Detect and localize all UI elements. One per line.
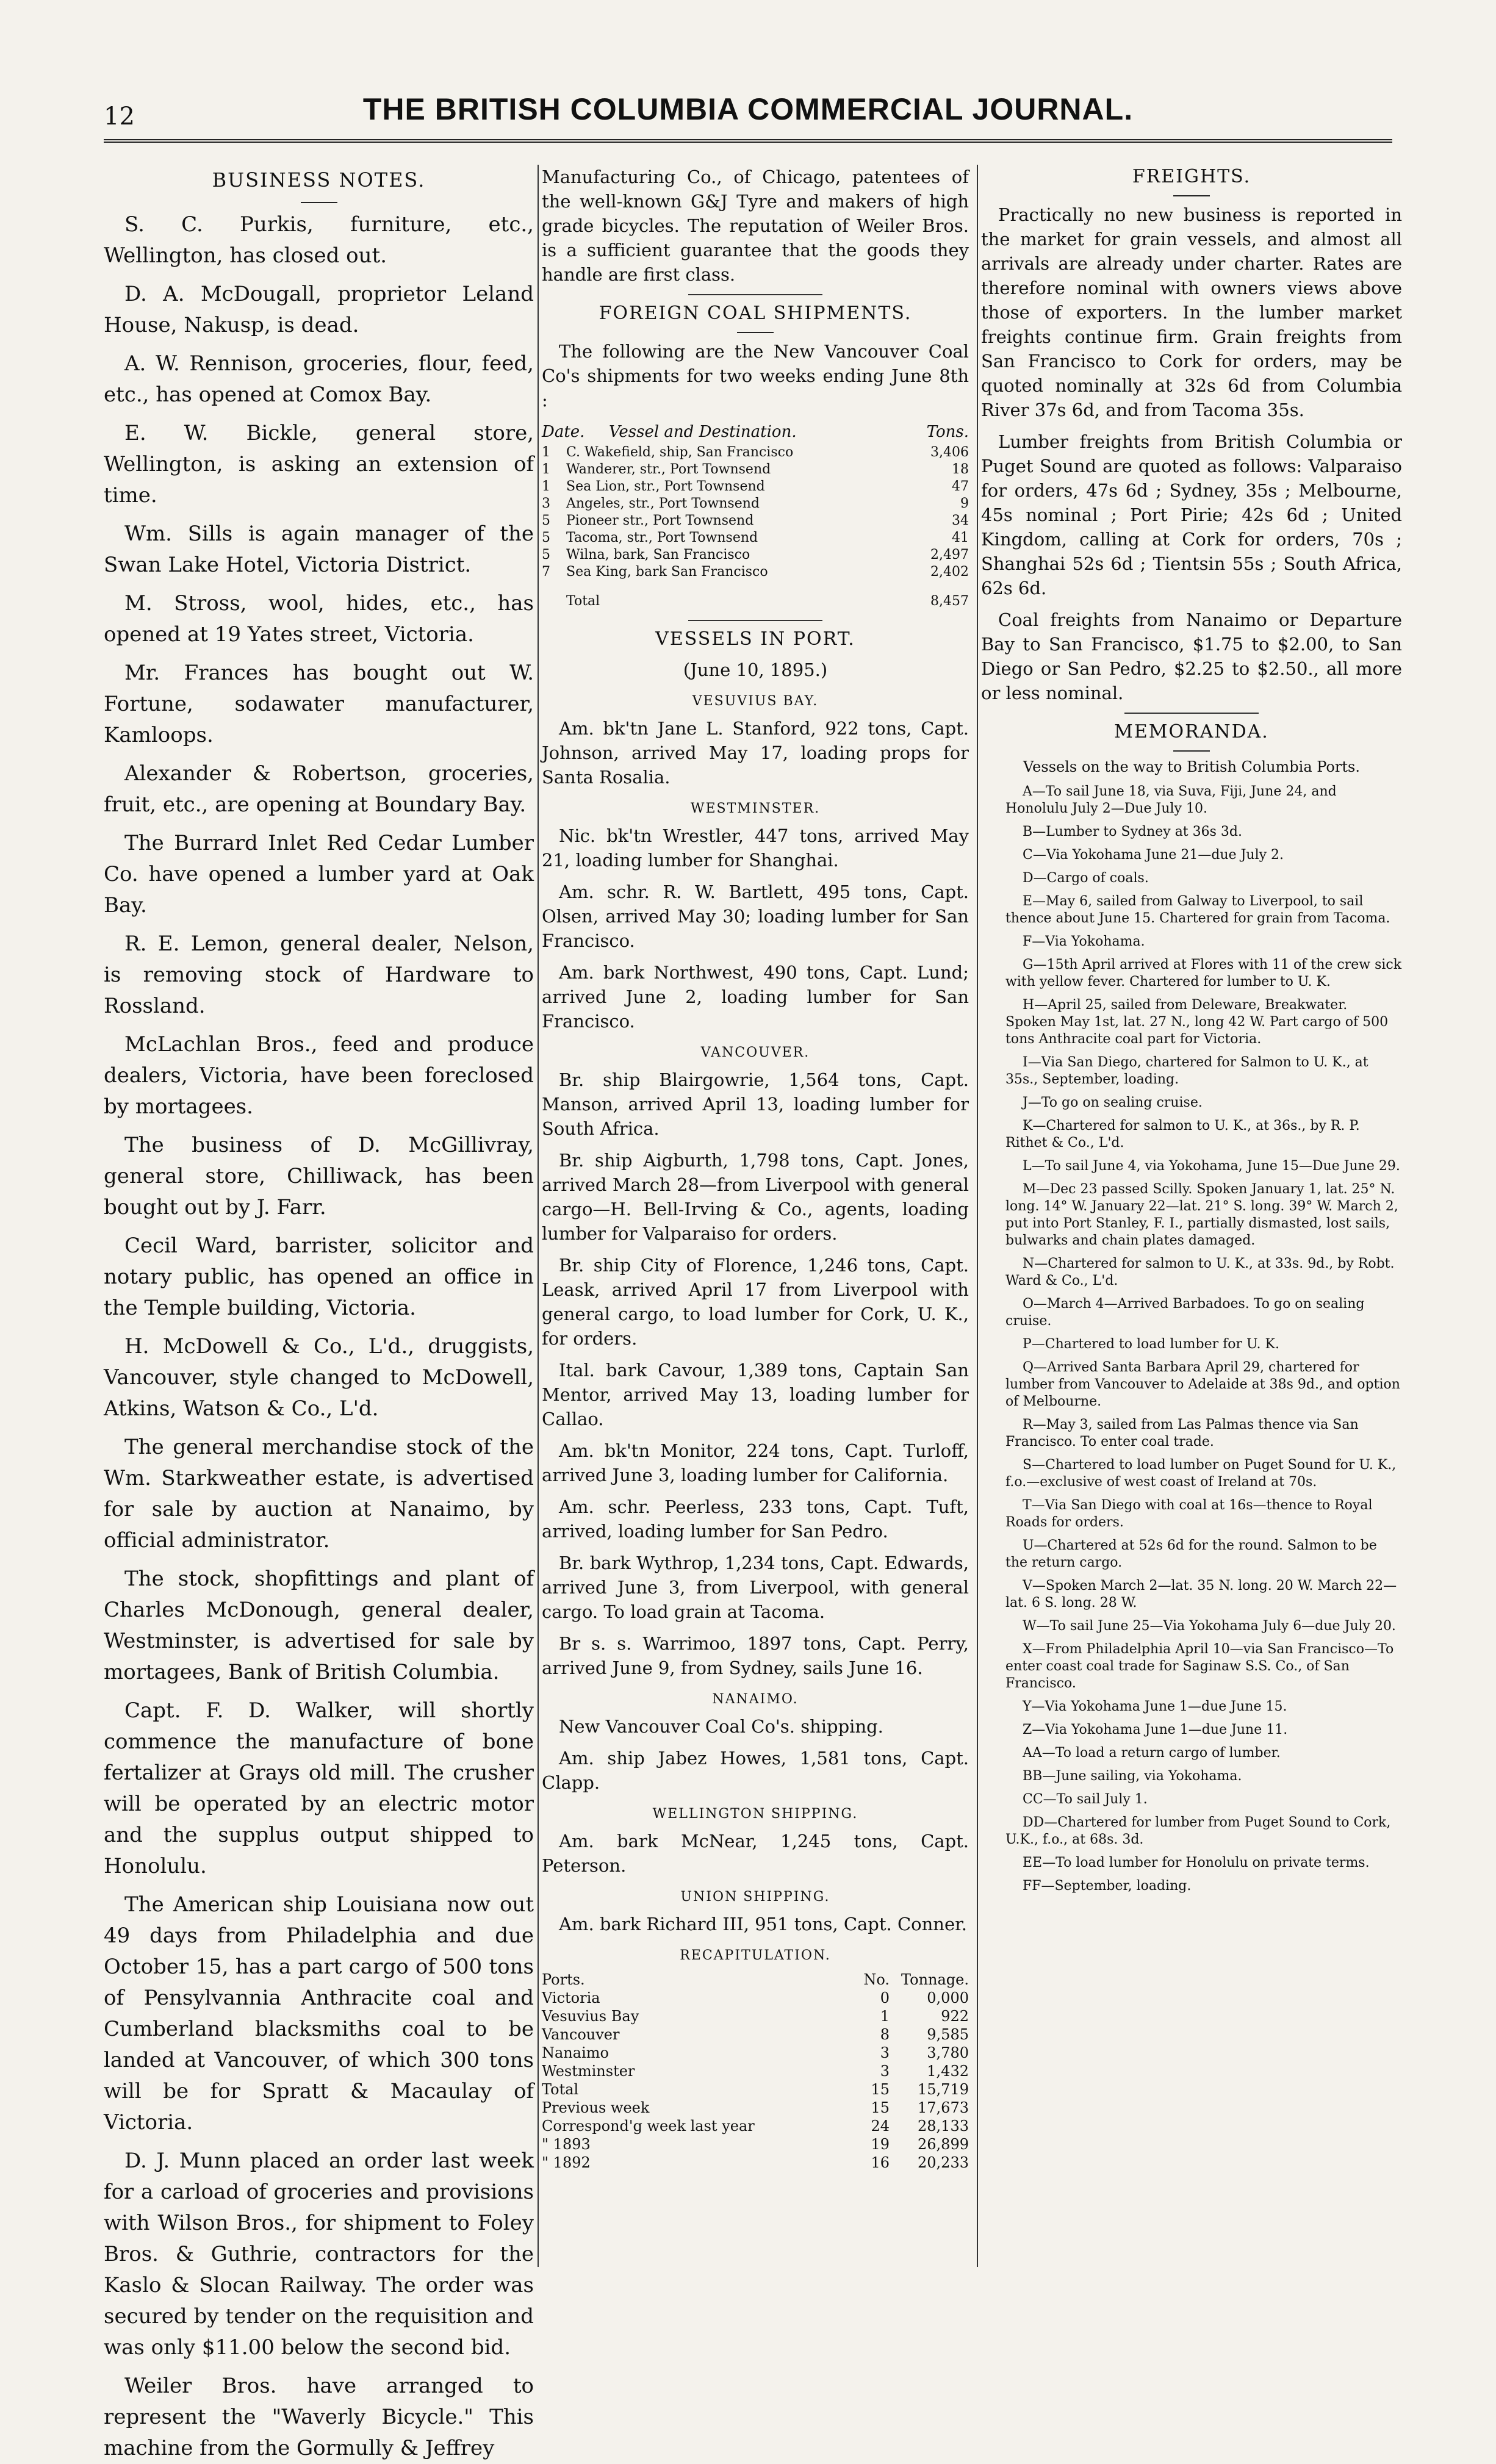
freight-paragraph: Lumber freights from British Columbia or Puget Sound are quoted as follows: Valparaiso for orders, 47s 6d ; Sydney, 35s ; Melbourne, 45s nominal ; Port Pirie; 42s 6d ; United Kingdom, calling at Cork for orders, 70s ; Shanghai 52s 6d ; Tientsin 55s ; South Africa, 62s 6d. — [981, 431, 1402, 598]
port-heading: NANAIMO. — [712, 1692, 799, 1707]
business-note: E. W. Bickle, general store, Wellington, is asking an extension of time. — [104, 421, 534, 508]
vessel-entry: Nic. bk'tn Wrestler, 447 tons, arrived May 21, loading lumber for Shanghai. — [542, 825, 969, 871]
memo-item: E—May 6, sailed from Galway to Liverpool, to sail thence about June 15. Chartered for grain from Tacoma. — [1005, 894, 1390, 926]
recap-heading: RECAPITULATION. — [680, 1948, 831, 1963]
recap-no: 15 — [871, 2099, 890, 2116]
coal-row — [542, 444, 969, 461]
freight-paragraph: Practically no new business is reported in the market for grain vessels, and almost all arrivals are already under charter. Rates are therefore nominal with owners views above those of exporters. In the lumber market freights continue firm. Grain freights from San Francisco to Cork for orders, may be quoted nominally at 32s 6d from Columbia River 37s 6d, and from Tacoma 35s. — [981, 204, 1402, 420]
recap-tonnage: 1,432 — [927, 2063, 969, 2080]
memo-item: Y—Via Yokohama June 1—due June 15. — [1023, 1699, 1287, 1714]
column-divider — [977, 165, 978, 2267]
recap-row — [542, 2153, 969, 2172]
divider — [737, 332, 774, 333]
coal-vessel: Pioneer str., Port Townsend — [566, 513, 754, 528]
divider — [1173, 750, 1210, 752]
coal-date: 3 — [542, 496, 550, 511]
business-note: McLachlan Bros., feed and produce dealers, Victoria, have been foreclosed by mortagees. — [104, 1032, 534, 1119]
business-note: H. McDowell & Co., L'd., druggists, Vancouver, style changed to McDowell, Atkins, Watson & Co., L'd. — [104, 1334, 534, 1421]
recap-col-port: Ports. — [542, 1971, 585, 1988]
recap-col-tonnage: Tonnage. — [901, 1971, 969, 1988]
vessel-entry: Am. bk'tn Monitor, 224 tons, Capt. Turloff, arrived June 3, loading lumber for California. — [542, 1440, 969, 1485]
page-header — [104, 92, 1392, 134]
recap-port: Victoria — [542, 1989, 600, 2006]
divider — [1124, 713, 1259, 714]
business-note: The general merchandise stock of the Wm. Starkweather estate, is advertised for sale by auction at Nanaimo, by official administrator. — [104, 1435, 534, 1553]
recap-no: 8 — [880, 2026, 890, 2043]
recap-tonnage: 922 — [941, 2008, 969, 2025]
memo-item: G—15th April arrived at Flores with 11 of the crew sick with yellow fever. Chartered for lumber to U. K. — [1005, 957, 1402, 990]
memo-item: L—To sail June 4, via Yokohama, June 15—Due June 29. — [1023, 1158, 1400, 1174]
coal-tons: 47 — [952, 479, 969, 494]
freights-heading: FREIGHTS. — [1132, 166, 1251, 187]
vessel-entry: Am. schr. Peerless, 233 tons, Capt. Tuft, arrived, loading lumber for San Pedro. — [542, 1496, 969, 1542]
business-note: Alexander & Robertson, groceries, fruit, etc., are opening at Boundary Bay. — [104, 761, 534, 817]
coal-vessel: Wanderer, str., Port Townsend — [566, 462, 771, 477]
coal-row — [542, 530, 969, 547]
recap-tonnage: 15,719 — [918, 2081, 969, 2098]
recap-tonnage: 0,000 — [927, 1989, 969, 2006]
vessel-groups — [542, 689, 969, 1936]
recap-tonnage: 20,233 — [918, 2154, 969, 2171]
memo-item: C—Via Yokohama June 21—due July 2. — [1023, 847, 1284, 863]
freights-text — [981, 203, 1402, 705]
business-note: D. A. McDougall, proprietor Leland House, Nakusp, is dead. — [104, 282, 534, 337]
recap-row — [542, 2080, 969, 2099]
coal-vessel: C. Wakefield, ship, San Francisco — [566, 445, 794, 460]
recap-port: " 1893 — [542, 2136, 591, 2153]
coal-date: 5 — [542, 530, 550, 545]
col-tons: Tons. — [926, 423, 969, 441]
business-notes-list — [104, 209, 534, 2464]
recap-port: Total — [542, 2081, 579, 2098]
memo-item: B—Lumber to Sydney at 36s 3d. — [1023, 824, 1242, 839]
memo-item: S—Chartered to load lumber on Puget Sound for U. K., f.o.—exclusive of west coast of Ireland at 70s. — [1005, 1457, 1397, 1490]
memo-item: EE—To load lumber for Honolulu on private terms. — [1023, 1855, 1370, 1870]
memo-item: R—May 3, sailed from Las Palmas thence via San Francisco. To enter coal trade. — [1005, 1417, 1359, 1449]
memo-item: BB—June sailing, via Yokohama. — [1023, 1769, 1242, 1784]
coal-tons: 3,406 — [930, 445, 969, 460]
vessel-entry: Br. ship City of Florence, 1,246 tons, Capt. Leask, arrived April 17 from Liverpool with general cargo, to load lumber for Cork, U. K., for orders. — [542, 1255, 969, 1349]
vessel-entry: Am. bark McNear, 1,245 tons, Capt. Peterson. — [542, 1831, 969, 1876]
recap-no: 1 — [880, 2008, 890, 2025]
recap-no: 3 — [880, 2044, 890, 2061]
coal-total — [542, 589, 969, 614]
memo-item: Z—Via Yokohama June 1—due June 11. — [1023, 1722, 1288, 1737]
vessels-date: (June 10, 1895.) — [683, 659, 828, 680]
memo-item: D—Cargo of coals. — [1023, 871, 1149, 886]
business-note: Mr. Frances has bought out W. Fortune, sodawater manufacturer, Kamloops. — [104, 661, 534, 747]
recap-tonnage: 17,673 — [918, 2099, 969, 2116]
divider — [688, 294, 822, 295]
coal-vessel: Wilna, bark, San Francisco — [566, 547, 750, 562]
header-rule — [104, 139, 1392, 143]
business-note: M. Stross, wool, hides, etc., has opened at 19 Yates street, Victoria. — [104, 591, 534, 647]
memo-item: H—April 25, sailed from Deleware, Breakwater. Spoken May 1st, lat. 27 N., long 42 W. Part cargo of 500 tons Anthracite coal part for Victoria. — [1005, 997, 1389, 1047]
memo-item: J—To go on sealing cruise. — [1023, 1095, 1203, 1110]
coal-table-body — [542, 444, 969, 581]
recap-tonnage: 3,780 — [927, 2044, 969, 2061]
memoranda-heading: MEMORANDA. — [1114, 721, 1269, 742]
coal-tons: 41 — [952, 530, 969, 545]
business-note: The business of D. McGillivray, general store, Chilliwack, has been bought out by J. Farr. — [104, 1133, 534, 1219]
memo-item: AA—To load a return cargo of lumber. — [1023, 1745, 1281, 1761]
coal-vessel: Sea King, bark San Francisco — [566, 564, 768, 580]
recap-tonnage: 26,899 — [918, 2136, 969, 2153]
coal-table-header — [542, 420, 969, 444]
business-note: R. E. Lemon, general dealer, Nelson, is removing stock of Hardware to Rossland. — [104, 932, 534, 1018]
vessels-heading: VESSELS IN PORT. — [655, 628, 855, 650]
memoranda-list — [981, 783, 1402, 1895]
vessel-entry: Am. bark Northwest, 490 tons, Capt. Lund; arrived June 2, loading lumber for San Francisco. — [542, 962, 969, 1032]
business-notes-column — [104, 165, 534, 2460]
total-label: Total — [566, 594, 600, 609]
business-note: D. J. Munn placed an order last week for a carload of groceries and provisions with Wilson Bros., for shipment to Foley Bros. & Guthrie, contractors for the Kaslo & Slocan Railway. The order was secured by tender on the requisition and was only $11.00 below the second bid. — [104, 2149, 534, 2360]
vessel-entry: Am. bk'tn Jane L. Stanford, 922 tons, Capt. Johnson, arrived May 17, loading props for Santa Rosalia. — [542, 718, 969, 788]
vessel-entry: Ital. bark Cavour, 1,389 tons, Captain San Mentor, arrived May 13, loading lumber for Callao. — [542, 1360, 969, 1429]
recap-tonnage: 28,133 — [918, 2117, 969, 2135]
port-heading: WELLINGTON SHIPPING. — [652, 1806, 858, 1822]
recap-port: Vancouver — [542, 2026, 620, 2043]
business-notes-heading: BUSINESS NOTES. — [212, 168, 426, 192]
recap-row — [542, 2117, 969, 2135]
coal-tons: 2,402 — [930, 564, 969, 580]
recap-row — [542, 2044, 969, 2062]
freight-paragraph: Coal freights from Nanaimo or Departure Bay to San Francisco, $1.75 to $2.00, to San Diego or San Pedro, $2.25 to $2.50., all more or less nominal. — [981, 609, 1402, 703]
coal-tons: 18 — [952, 462, 969, 477]
memo-item: DD—Chartered for lumber from Puget Sound to Cork, U.K., f.o., at 68s. 3d. — [1005, 1815, 1391, 1847]
vessel-entry: Br s. s. Warrimoo, 1897 tons, Capt. Perry, arrived June 9, from Sydney, sails June 16. — [542, 1633, 969, 1678]
business-note: The Burrard Inlet Red Cedar Lumber Co. have opened a lumber yard at Oak Bay. — [104, 831, 534, 918]
column-divider — [538, 165, 539, 2267]
recap-table — [542, 1970, 969, 2172]
vessel-entry: Br. ship Aigburth, 1,798 tons, Capt. Jones, arrived March 28—from Liverpool with general cargo—H. Bell-Irving & Co., agents, loading lumber for Valparaiso for orders. — [542, 1150, 969, 1244]
coal-date: 1 — [542, 479, 550, 494]
coal-row — [542, 495, 969, 512]
divider — [301, 202, 337, 203]
recap-no: 24 — [871, 2117, 890, 2135]
business-note: S. C. Purkis, furniture, etc., Wellington, has closed out. — [104, 212, 534, 268]
freights-column — [981, 165, 1402, 2267]
coal-tons: 34 — [952, 513, 969, 528]
recap-no: 0 — [880, 1989, 890, 2006]
vessel-entry: Br. bark Wythrop, 1,234 tons, Capt. Edwards, arrived June 3, from Liverpool, with general cargo. To load grain at Tacoma. — [542, 1553, 969, 1622]
business-note: Capt. F. D. Walker, will shortly commence the manufacture of bone fertalizer at Grays old mill. The crusher will be operated by an electric motor and the supplus output shipped to Honolulu. — [104, 1698, 534, 1878]
coal-shipments-heading: FOREIGN COAL SHIPMENTS. — [599, 303, 912, 324]
port-heading: VESUVIUS BAY. — [692, 694, 819, 709]
port-heading: VANCOUVER. — [700, 1045, 810, 1060]
memo-item: I—Via San Diego, chartered for Salmon to U. K., at 35s., September, loading. — [1005, 1055, 1368, 1087]
memo-item: F—Via Yokohama. — [1023, 934, 1145, 949]
col-vessel: Vessel and Destination. — [609, 423, 797, 441]
continued-paragraph: Manufacturing Co., of Chicago, patentees of the well-known G&J Tyre and makers of high grade bicycles. The reputation of Weiler Bros. is a sufficient guarantee that the goods they handle are first class. — [542, 167, 969, 285]
coal-tons: 2,497 — [930, 547, 969, 562]
recap-no: 19 — [871, 2136, 890, 2153]
business-note: Weiler Bros. have arranged to represent the "Waverly Bicycle." This machine from the Gormully & Jeffrey — [104, 2374, 534, 2460]
memo-item: O—March 4—Arrived Barbadoes. To go on sealing cruise. — [1005, 1296, 1365, 1329]
coal-date: 5 — [542, 513, 550, 528]
page-number: 12 — [104, 102, 135, 131]
shipping-column — [542, 165, 969, 2267]
business-note: Cecil Ward, barrister, solicitor and notary public, has opened an office in the Temple building, Victoria. — [104, 1234, 534, 1320]
divider — [688, 620, 822, 621]
memo-item: Q—Arrived Santa Barbara April 29, chartered for lumber from Vancouver to Adelaide at 38s 9d., and option of Melbourne. — [1005, 1360, 1400, 1409]
vessel-entry: Am. ship Jabez Howes, 1,581 tons, Capt. Clapp. — [542, 1748, 969, 1793]
coal-tons: 9 — [960, 496, 969, 511]
port-heading: UNION SHIPPING. — [680, 1889, 830, 1905]
vessel-entry: Am. schr. R. W. Bartlett, 495 tons, Capt. Olsen, arrived May 30; loading lumber for San Francisco. — [542, 882, 969, 951]
recap-col-no: No. — [863, 1971, 890, 1988]
business-note: Wm. Sills is again manager of the Swan Lake Hotel, Victoria District. — [104, 522, 534, 577]
business-note: The stock, shopfittings and plant of Charles McDonough, general dealer, Westminster, is advertised for sale by mortagees, Bank of British Columbia. — [104, 1567, 534, 1684]
recap-port: Westminster — [542, 2063, 635, 2080]
memo-item: M—Dec 23 passed Scilly. Spoken January 1, lat. 25° N. long. 14° W. January 22—lat. 21° S. long. 39° W. March 2, put into Port Stanley, F. I., partially dismasted, lost sails, bulwarks and chain plates damaged. — [1005, 1182, 1398, 1248]
col-date: Date. — [542, 423, 585, 441]
recap-no: 3 — [880, 2063, 890, 2080]
coal-intro: The following are the New Vancouver Coal Co's shipments for two weeks ending June 8th : — [542, 341, 969, 411]
coal-date: 5 — [542, 547, 550, 562]
vessel-entry: New Vancouver Coal Co's. shipping. — [559, 1716, 883, 1737]
recap-port: Vesuvius Bay — [542, 2008, 639, 2025]
business-note: A. W. Rennison, groceries, flour, feed, etc., has opened at Comox Bay. — [104, 351, 534, 407]
coal-vessel: Sea Lion, str., Port Townsend — [566, 479, 765, 494]
memo-item: CC—To sail July 1. — [1023, 1792, 1148, 1807]
coal-row — [542, 461, 969, 478]
recap-tonnage: 9,585 — [927, 2026, 969, 2043]
memo-item: X—From Philadelphia April 10—via San Francisco—To enter coast coal trade for Saginaw S.S. Co., of San Francisco. — [1005, 1642, 1394, 1691]
recap-no: 16 — [871, 2154, 890, 2171]
memo-item: N—Chartered for salmon to U. K., at 33s. 9d., by Robt. Ward & Co., L'd. — [1005, 1256, 1395, 1288]
vessel-entry: Br. ship Blairgowrie, 1,564 tons, Capt. Manson, arrived April 13, loading lumber for South Africa. — [542, 1069, 969, 1139]
recap-row — [542, 1989, 969, 2007]
recap-port: Correspond'g week last year — [542, 2117, 755, 2135]
memoranda-subtitle: Vessels on the way to British Columbia Ports. — [1023, 758, 1360, 775]
memo-item: V—Spoken March 2—lat. 35 N. long. 20 W. March 22—lat. 6 S. long. 28 W. — [1005, 1578, 1397, 1611]
recap-port: Nanaimo — [542, 2044, 609, 2061]
port-heading: WESTMINSTER. — [690, 801, 821, 816]
recap-row — [542, 2135, 969, 2153]
business-note: The American ship Louisiana now out 49 days from Philadelphia and due October 15, has a part cargo of 500 tons of Pensylvannia Anthracite coal and Cumberland blacksmiths coal to be landed at Vancouver, of which 300 tons will be for Spratt & Macaulay of Victoria. — [104, 1892, 534, 2135]
recap-no: 15 — [871, 2081, 890, 2098]
journal-title: THE BRITISH COLUMBIA COMMERCIAL JOURNAL. — [362, 92, 1134, 126]
recap-port: " 1892 — [542, 2154, 591, 2171]
memo-item: P—Chartered to load lumber for U. K. — [1023, 1337, 1279, 1352]
coal-date: 1 — [542, 445, 550, 460]
recap-row — [542, 2062, 969, 2080]
memo-item: A—To sail June 18, via Suva, Fiji, June 24, and Honolulu July 2—Due July 10. — [1005, 784, 1337, 816]
coal-row — [542, 478, 969, 495]
coal-vessel: Angeles, str., Port Townsend — [566, 496, 760, 511]
recap-row — [542, 2099, 969, 2117]
recap-header-row — [542, 1970, 969, 1989]
divider — [1173, 195, 1210, 196]
coal-date: 1 — [542, 462, 550, 477]
memo-item: T—Via San Diego with coal at 16s—thence to Royal Roads for orders. — [1005, 1498, 1373, 1530]
coal-row — [542, 547, 969, 564]
memo-item: K—Chartered for salmon to U. K., at 36s., by R. P. Rithet & Co., L'd. — [1005, 1118, 1360, 1151]
coal-row — [542, 512, 969, 530]
memo-item: U—Chartered at 52s 6d for the round. Salmon to be the return cargo. — [1005, 1538, 1377, 1570]
coal-row — [542, 564, 969, 581]
coal-vessel: Tacoma, str., Port Townsend — [566, 530, 758, 545]
recap-row — [542, 2007, 969, 2025]
recap-port: Previous week — [542, 2099, 650, 2116]
memo-item: FF—September, loading. — [1023, 1878, 1192, 1894]
coal-date: 7 — [542, 564, 550, 580]
memo-item: W—To sail June 25—Via Yokohama July 6—due July 20. — [1023, 1618, 1396, 1634]
total-value: 8,457 — [930, 594, 969, 609]
recap-row — [542, 2025, 969, 2044]
vessel-entry: Am. bark Richard III, 951 tons, Capt. Conner. — [559, 1914, 968, 1934]
